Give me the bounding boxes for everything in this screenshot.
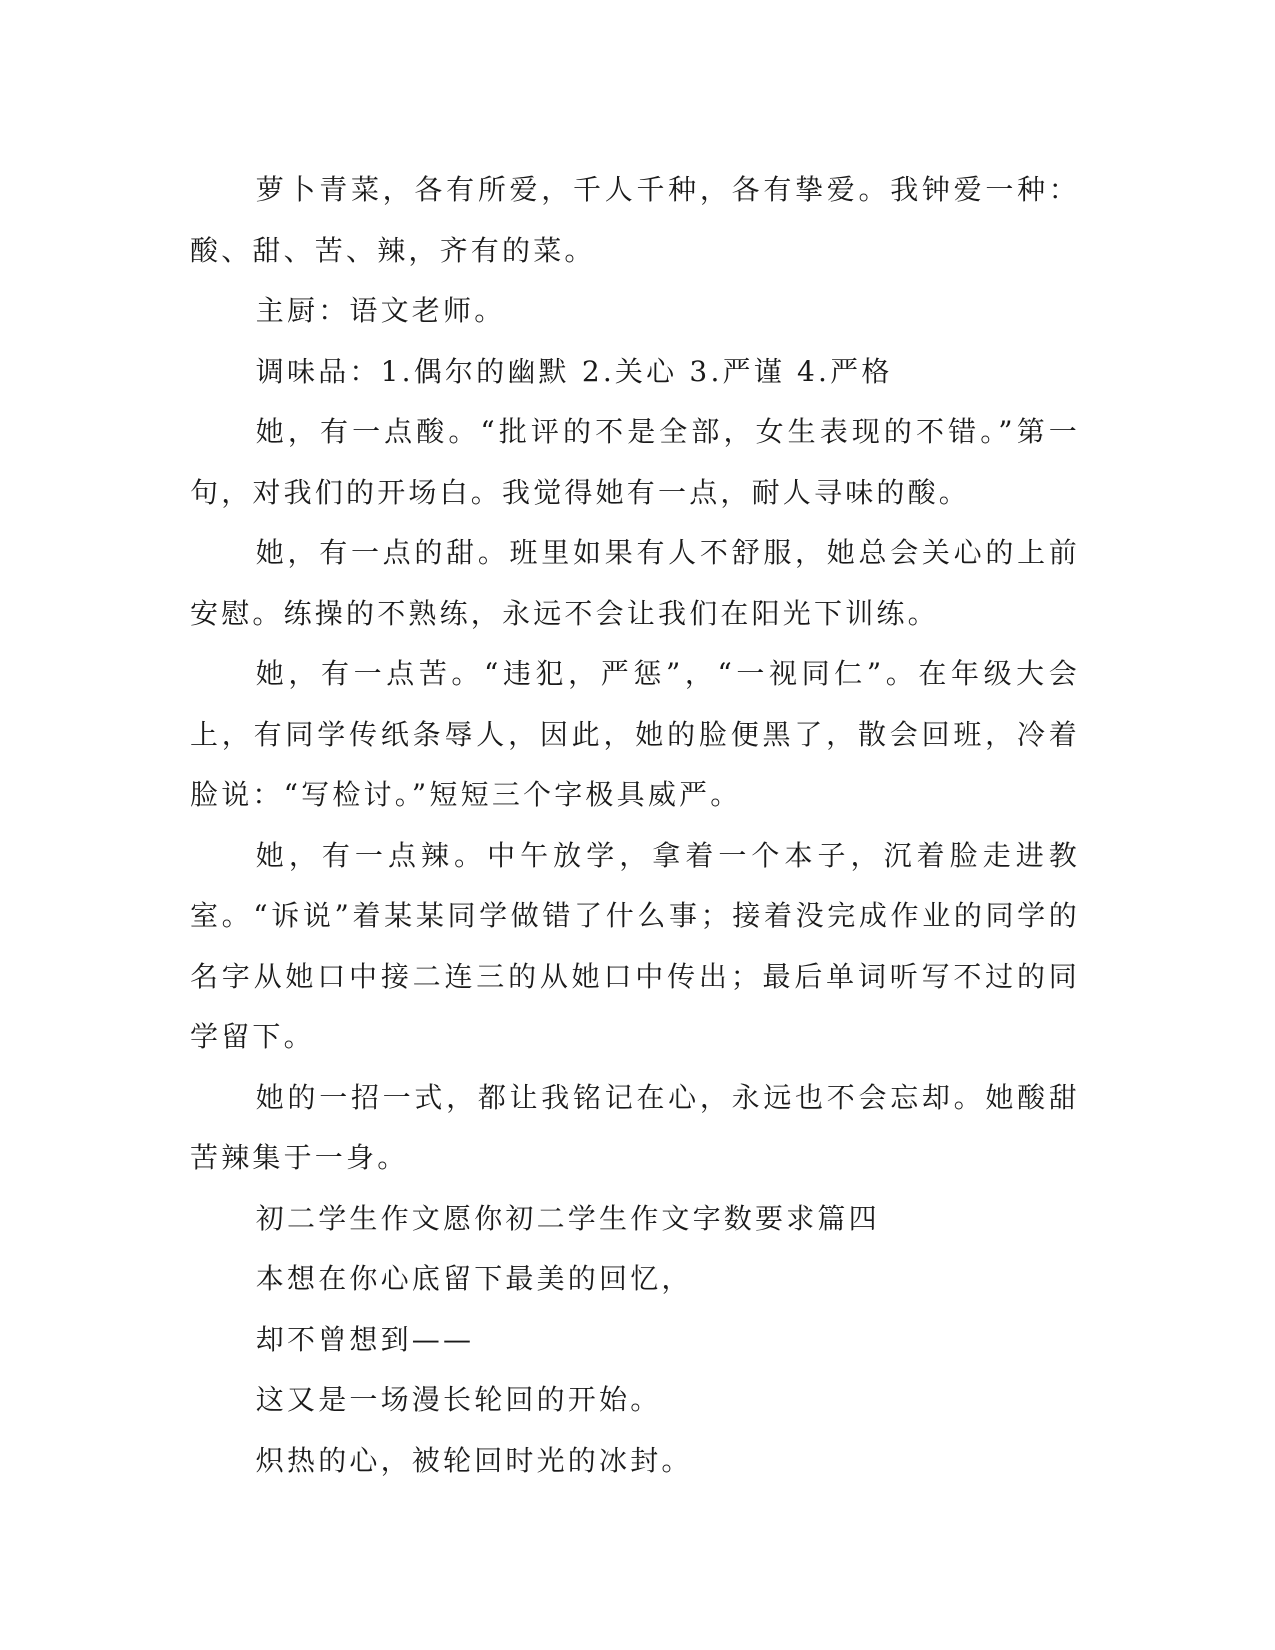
document-body <box>190 160 1080 1491</box>
poem-line: 却不曾想到—— <box>255 1322 475 1356</box>
paragraph: 她，有一点的甜。班里如果有人不舒服，她总会关心的上前安慰。练操的不熟练，永远不会让我们在阳光下训练。 <box>190 536 1080 630</box>
poem-line: 这又是一场漫长轮回的开始。 <box>255 1383 662 1416</box>
poem-line: 本想在你心底留下最美的回忆， <box>255 1262 693 1295</box>
poem-line: 炽热的心，被轮回时光的冰封。 <box>255 1443 693 1477</box>
paragraph: 她，有一点辣。中午放学，拿着一个本子，沉着脸走进教室。“诉说”着某某同学做错了什么事；接着没完成作业的同学的名字从她口中接二连三的从她口中传出；最后单词听写不过的同学留下。 <box>190 838 1080 1053</box>
paragraph: 她的一招一式，都让我铭记在心，永远也不会忘却。她酸甜苦辣集于一身。 <box>190 1080 1080 1174</box>
paragraph: 她，有一点酸。“批评的不是全部，女生表现的不错。”第一句，对我们的开场白。我觉得她有一点，耐人寻味的酸。 <box>190 415 1080 509</box>
section-heading: 初二学生作文愿你初二学生作文字数要求篇四 <box>255 1201 880 1235</box>
paragraph: 她，有一点苦。“违犯，严惩”，“一视同仁”。在年级大会上，有同学传纸条辱人，因此，她的脸便黑了，散会回班，冷着脸说：“写检讨。”短短三个字极具威严。 <box>190 657 1080 811</box>
paragraph: 调味品：1.偶尔的幽默 2.关心 3.严谨 4.严格 <box>255 354 893 388</box>
paragraph: 主厨：语文老师。 <box>255 294 506 327</box>
paragraph: 萝卜青菜，各有所爱，千人千种，各有挚爱。我钟爱一种：酸、甜、苦、辣，齐有的菜。 <box>190 173 1080 267</box>
